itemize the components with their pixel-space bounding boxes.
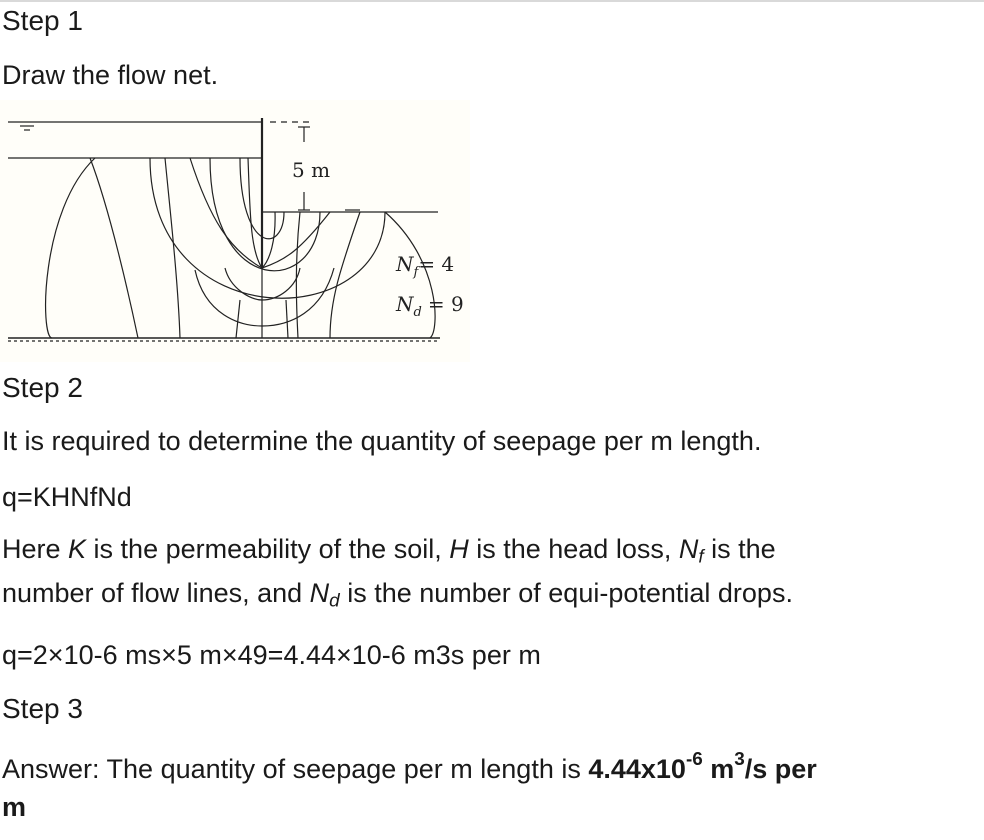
tip-equipotential-left: [236, 300, 240, 338]
nd-label: $N_d = 9$: [396, 292, 464, 320]
explanation-line-1: Here K is the permeability of the soil, H is the head loss, $N_f$ is the: [2, 534, 776, 568]
top-divider: [0, 0, 984, 2]
answer-line: Answer: The quantity of seepage per m length is $4.44x10^{-6}$ $m^3/s$ per: [2, 748, 817, 784]
flow-net-figure: [0, 100, 470, 362]
equipotential-8: [330, 212, 360, 338]
flow-line-4: [46, 158, 95, 338]
step3-heading: Step 3: [2, 693, 83, 724]
flow-net-diagram: [0, 100, 470, 362]
step1-heading: Step 1: [2, 5, 83, 36]
answer-value: $4.44x10^{-6}$ $m^3/s$ per: [588, 748, 817, 784]
step1-instruction: Draw the flow net.: [2, 60, 219, 90]
tip-equipotential-right: [286, 300, 288, 338]
dimension-label: 5 m: [292, 158, 331, 182]
equipotential-1: [90, 158, 138, 338]
equipotential-3: [190, 158, 262, 268]
nf-label: $N_f= 4$: [396, 252, 455, 280]
seepage-calculation: q=2×10-6 ms×5 m×49=4.44×10-6 m3s per m: [2, 640, 541, 670]
explanation-line-2: number of flow lines, and $N_d$ is the number of equi-potential drops.: [2, 578, 793, 612]
step2-heading: Step 2: [2, 372, 83, 403]
equipotential-6: [262, 212, 275, 268]
equipotential-4: [248, 158, 262, 268]
seepage-formula: q=KHNfNd: [2, 482, 132, 512]
step2-requirement: It is required to determine the quantity of seepage per m length.: [2, 426, 762, 456]
flow-line-3: [150, 158, 385, 298]
answer-line-2: m: [2, 792, 27, 822]
